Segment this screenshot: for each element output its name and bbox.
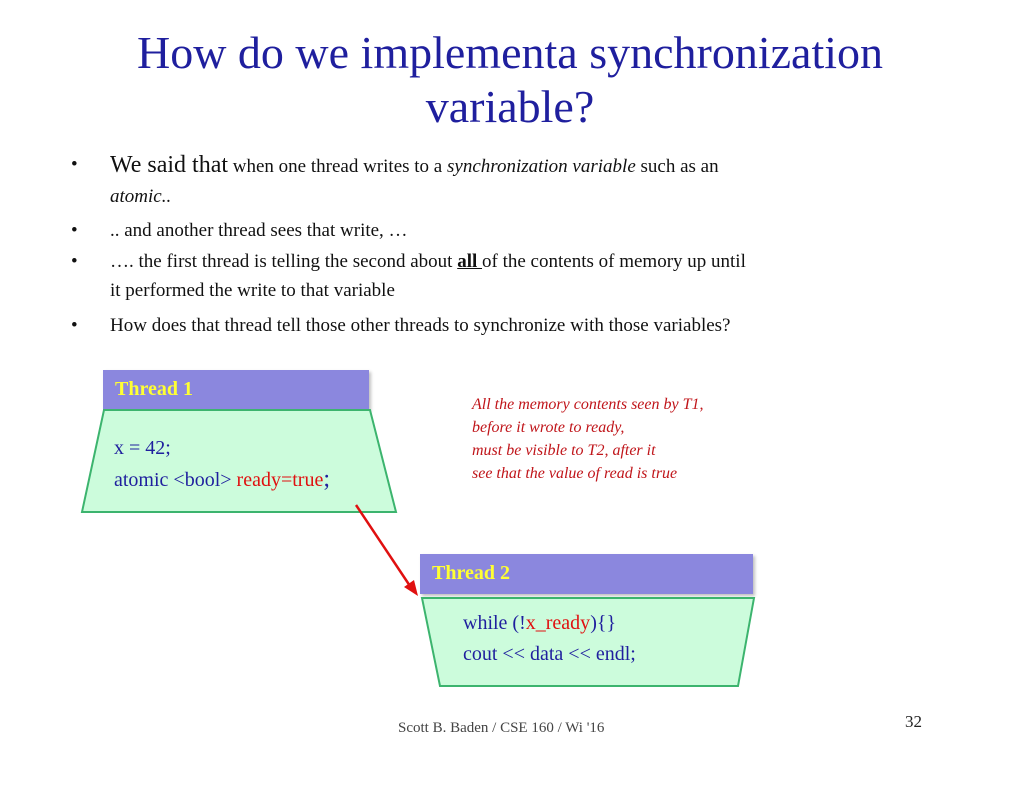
thread-1-ready-assign: ready=true (236, 469, 324, 491)
note-line-2: before it wrote to ready, (472, 419, 625, 436)
bullet-3-text-1: …. the first thread is telling the second about (110, 251, 458, 272)
bullet-3-all: all (457, 251, 483, 272)
bullet-1-lead: We said that (110, 152, 229, 178)
bullet-1-text-1: when one thread writes to a (228, 156, 447, 177)
note-line-3: must be visible to T2, after it (472, 442, 656, 459)
title-line-1: How do we implementa synchronization (136, 27, 884, 78)
bullet-3-text-2: of the contents of memory up until (482, 251, 746, 272)
thread-2-x-ready: x_ready (525, 612, 591, 634)
thread-1-code-line-1: x = 42; (114, 437, 171, 459)
note-line-1: All the memory contents seen by T1, (472, 396, 704, 413)
thread-1-semicolon: ; (323, 466, 331, 492)
thread-2-while-close: ){} (590, 612, 617, 634)
bullet-3-line-2: it performed the write to that variable (110, 280, 395, 301)
page-number: 32 (905, 712, 922, 731)
bullet-dot: • (71, 220, 78, 241)
thread-1-atomic-decl: atomic <bool> (114, 469, 237, 491)
bullet-1-text-2: such as an (635, 156, 719, 177)
note-line-4: see that the value of read is true (472, 465, 678, 482)
thread-1-header: Thread 1 (103, 370, 369, 410)
bullet-dot: • (71, 315, 78, 336)
bullet-2-text: .. and another thread sees that write, … (110, 220, 408, 241)
bullet-dot: • (71, 154, 78, 175)
bullet-4-text: How does that thread tell those other threads to synchronize with those variables? (110, 315, 731, 336)
footer-credit: Scott B. Baden / CSE 160 / Wi '16 (398, 720, 605, 736)
title-line-2: variable? (425, 81, 595, 132)
thread-2-header: Thread 2 (420, 554, 753, 594)
bullet-1-emphasis: synchronization variable (447, 156, 636, 177)
thread-2-code-line-2: cout << data << endl; (463, 643, 636, 665)
bullet-1-line-2: atomic.. (110, 186, 172, 207)
bullet-dot: • (71, 251, 78, 272)
thread-2-while-open: while (! (463, 612, 526, 634)
